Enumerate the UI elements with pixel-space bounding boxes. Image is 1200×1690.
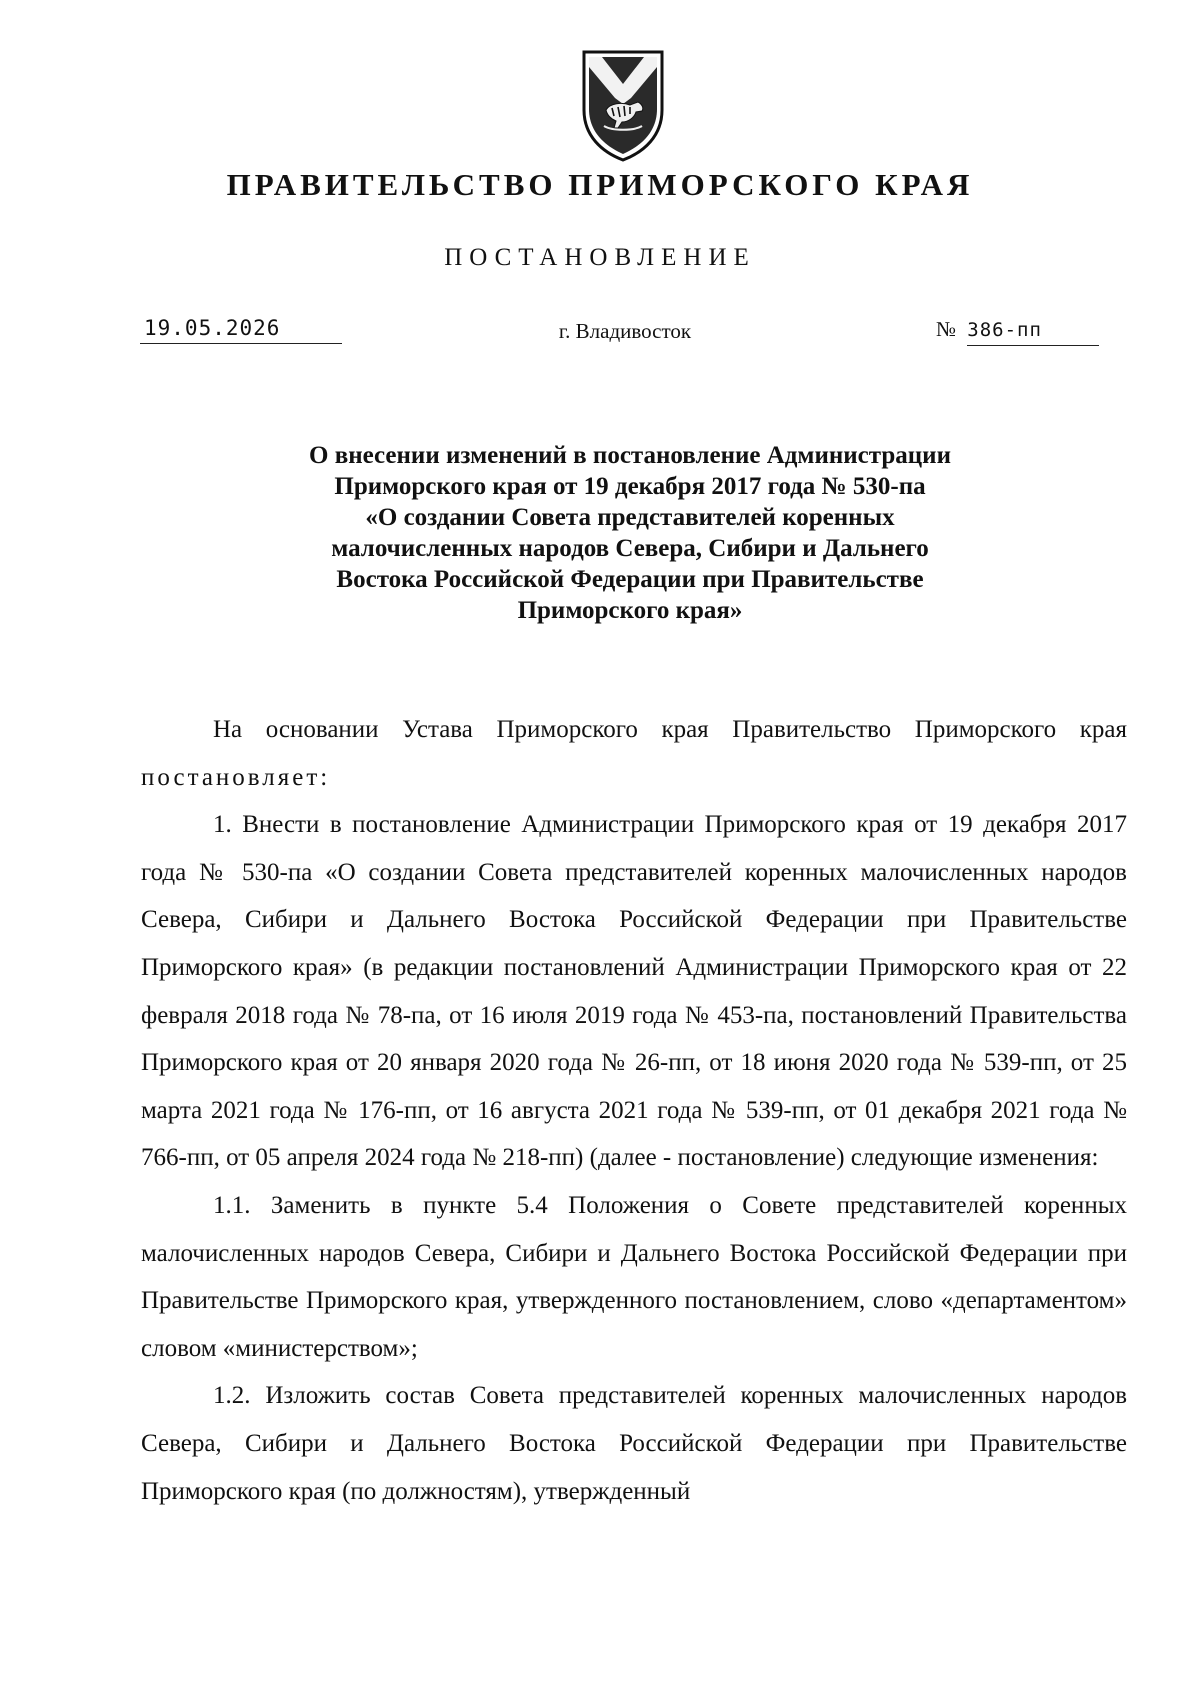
preamble-paragraph xyxy=(141,706,1127,801)
subject-line: Востока Российской Федерации при Правительстве xyxy=(336,566,924,593)
decree-subject-title xyxy=(140,440,1120,626)
decree-number-block xyxy=(936,314,1099,346)
subject-line: Приморского края» xyxy=(517,597,743,624)
decree-date: 19.05.2026 xyxy=(140,313,342,344)
subject-line: малочисленных народов Севера, Сибири и Дальнего xyxy=(331,535,929,562)
document-body xyxy=(141,706,1127,1610)
subject-line: О внесении изменений в постановление Администрации xyxy=(309,442,951,469)
preamble-text: На основании Устава Приморского края Правительство Приморского края xyxy=(213,716,1127,743)
number-sign: № xyxy=(936,317,957,341)
decree-type-title: ПОСТАНОВЛЕНИЕ xyxy=(444,244,756,271)
item-1-1-paragraph: 1.1. Заменить в пункте 5.4 Положения о Совете представителей коренных малочисленных народов Севера, Сибири и Дальнего Востока Российской Федерации при Правительстве Приморского края, утвержденного постановлением, слово «департаментом» словом «министерством»; xyxy=(141,1191,1127,1362)
government-title: ПРАВИТЕЛЬСТВО ПРИМОРСКОГО КРАЯ xyxy=(226,167,974,202)
decree-number: 386-пп xyxy=(967,315,1099,346)
subject-line: «О создании Совета представителей коренных xyxy=(365,504,895,531)
item-1-paragraph: 1. Внести в постановление Администрации Приморского края от 19 декабря 2017 года № 530-па «О создании Совета представителей коренных малочисленных народов Севера, Сибири и Дальнего Востока Российской Федерации при Правительстве Приморского края» (в редакции постановлений Администрации Приморского края от 22 февраля 2018 года № 78-па, от 16 июля 2019 года № 453-па, постановлений Правительства Приморского края от 20 января 2020 года № 26-пп, от 18 июня 2020 года № 539-пп, от 25 марта 2021 года № 176-пп, от 16 августа 2021 года № 539-пп, от 01 декабря 2021 года № 766-пп, от 05 апреля 2024 года № 218-пп) (далее - постановление) следующие изменения: xyxy=(141,811,1127,1172)
item-1-2-paragraph: 1.2. Изложить состав Совета представителей коренных малочисленных народов Севера, Сибири и Дальнего Востока Российской Федерации при Правительстве Приморского края (по должностям), утвержденный xyxy=(141,1382,1127,1505)
subject-line: Приморского края от 19 декабря 2017 года № 530-па xyxy=(334,473,926,500)
coat-of-arms-icon xyxy=(578,48,668,164)
resolves-word: постановляет: xyxy=(141,763,331,791)
decree-city: г. Владивосток xyxy=(558,319,692,343)
